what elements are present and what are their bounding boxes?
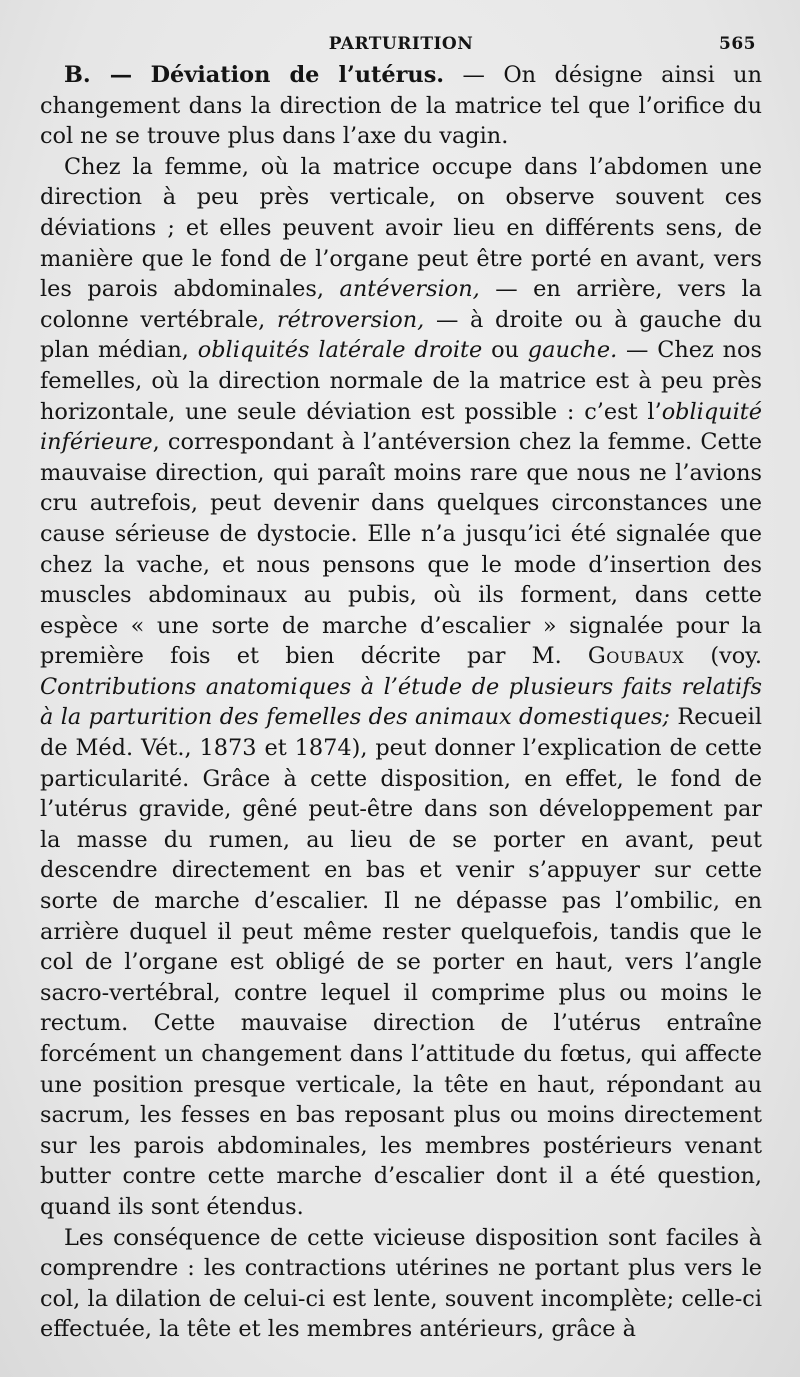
section-intro: — On désigne ainsi un changement dans la direction de la matrice tel que l’orifice du col ne se trouve plus dans l’axe du vagin.	[40, 62, 763, 150]
text-run: (voy.	[684, 643, 762, 670]
italic-term: obliquité inférieure	[40, 398, 762, 456]
text-run: , correspondant à l’antéversion chez la femme. Cette mauvaise direction, qui paraît moins rare que nous ne l’avions cru autrefois, peut devenir dans quelques circonstances une cause sérieuse de dystocie. Elle n’a jusqu’ici été signalée que chez la vache, et nous pensons que le mode d’insertion des muscles abdominaux au pubis, où ils forment, dans cette espèce « une sorte de marche d’escalier » signalée pour la première fois et bien décrite par M.	[40, 429, 762, 670]
italic-term: gauche.	[527, 337, 618, 364]
text-run: Recueil de Méd. Vét., 1873 et 1874), peut donner l’explication de cette particularité. Grâce à cette disposition, en effet, le fond de l’utérus gravide, gêné peut-être dans son développement par la masse du rumen, au lieu de se porter en avant, peut descendre directement en bas et venir s’appuyer sur cette sorte de marche d’escalier. Il ne dépasse pas l’ombilic, en arrière duquel il peut même rester quelquefois, tandis que le col de l’organe est obligé de se porter en haut, vers l’angle sacro-vertébral, contre lequel il comprime plus ou moins le rectum. Cette mauvaise direction de l’utérus entraîne forcément un changement dans l’attitude du fœtus, qui affecte une position presque verticale, la tête en haut, répondant au sacrum, les fesses en bas reposant plus ou moins directement sur les parois abdominales, les membres postérieurs venant butter contre cette marche d’escalier dont il a été question, quand ils sont étendus.	[40, 704, 763, 1220]
author-name: Goubaux	[587, 643, 685, 670]
page-number: 565	[719, 34, 756, 54]
text-run: Chez la femme, où la matrice occupe dans l’abdomen une direction à peu près verticale, on observe souvent ces déviations ; et elles peuvent avoir lieu en différents sens, de manière que le fond de l’organe peut être porté en avant, vers les parois abdominales,	[40, 153, 762, 303]
body-text	[40, 60, 762, 1345]
italic-term: antéversion,	[339, 276, 480, 303]
running-title: PARTURITION	[328, 34, 474, 54]
text-run: — en arrière, vers la colonne vertébrale,	[40, 276, 762, 333]
text-run: — Chez nos femelles, où la direction normale de la matrice est à peu près horizontale, une seule déviation est possible : c’est l’	[40, 337, 762, 425]
text-run: — à droite ou à gauche du plan médian,	[40, 306, 762, 364]
text-run: ou	[482, 337, 528, 364]
section-paragraph	[40, 60, 762, 152]
section-heading: Déviation de l’utérus.	[150, 62, 445, 88]
running-head	[40, 34, 762, 60]
paragraph-consequences: Les conséquence de cette vicieuse disposition sont faciles à comprendre : les contractions utérines ne portant plus vers le col, la dilation de celui-ci est lente, souvent incomplète; celle-ci effectuée, la tête et les membres antérieurs, grâce à	[40, 1224, 762, 1343]
paragraph-deviations	[40, 152, 762, 1223]
italic-term: obliquités latérale droite	[197, 337, 483, 364]
italic-term: rétroversion,	[276, 306, 425, 333]
section-label: B. —	[64, 62, 133, 88]
italic-citation: Contributions anatomiques à l’étude de plusieurs faits relatifs à la parturition des femelles des animaux domestiques;	[40, 673, 762, 731]
